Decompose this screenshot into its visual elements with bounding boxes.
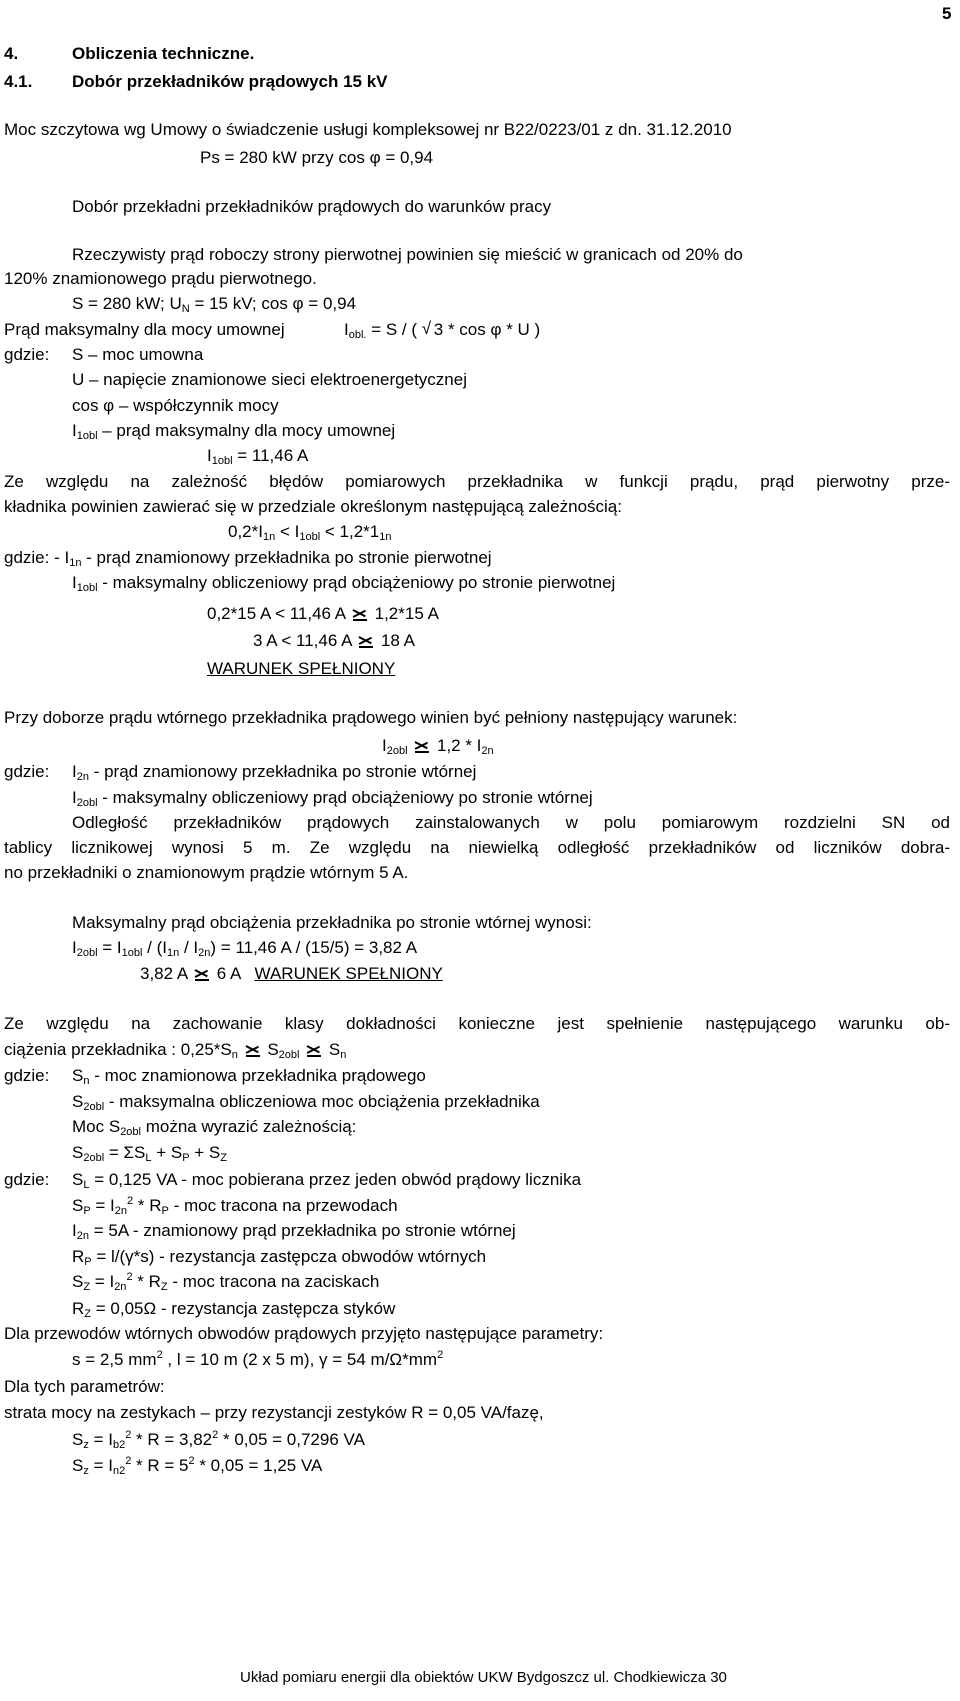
subscript: 1obl [299, 531, 321, 543]
text: Moc S [72, 1117, 121, 1136]
text: = I [88, 1456, 113, 1475]
superscript: 2 [188, 1455, 195, 1467]
subscript: 1n [379, 531, 392, 543]
text: I [72, 573, 77, 592]
subscript: obl. [348, 329, 367, 341]
condition-formula [382, 736, 494, 756]
subscript: 2obl [83, 1101, 105, 1113]
text: s = 2,5 mm [72, 1350, 157, 1369]
check-line [207, 604, 439, 624]
subscript: Z [220, 1152, 228, 1164]
text: S [72, 1272, 84, 1291]
text: = I [90, 1272, 115, 1291]
subscript: 2n [114, 1205, 128, 1217]
sqrt-symbol [422, 320, 540, 340]
page-footer: Układ pomiaru energii dla obiektów UKW Bydgoszcz ul. Chodkiewicza 30 [240, 1669, 727, 1686]
text: I [382, 736, 387, 755]
max-current-label: Prąd maksymalny dla mocy umownej [4, 320, 285, 339]
text: 3 * cos φ * U ) [433, 320, 541, 339]
subscript: Z [83, 1281, 91, 1293]
condition-met-label: WARUNEK SPEŁNIONY [207, 659, 396, 678]
text: = 5A - znamionowy prąd przekładnika po stronie wtórnej [88, 1221, 516, 1240]
check-line [140, 964, 443, 984]
text: S [72, 1456, 84, 1475]
condition-met-label: WARUNEK SPEŁNIONY [254, 964, 443, 983]
result [207, 446, 308, 466]
text: 0,2*I [228, 522, 263, 541]
subscript: 2n [481, 745, 494, 757]
text: = 0,05Ω - rezystancja zastępcza styków [91, 1299, 396, 1318]
paragraph-line: Odległość przekładników prądowych zainstalowanych w polu pomiarowym rozdzielni SN od [72, 813, 950, 832]
condition-formula [228, 522, 391, 542]
definition [72, 1117, 356, 1137]
subscript: 1n [262, 531, 276, 543]
subscript: 2obl [76, 797, 98, 809]
subscript: 2n [76, 1230, 89, 1242]
subscript: 1n [69, 557, 82, 569]
text: = l/(γ*s) - rezystancja zastępcza obwodów wtórnych [91, 1247, 487, 1266]
text: * R = 5 [131, 1456, 189, 1475]
definition [72, 1221, 516, 1241]
text: 3,82 A [140, 964, 192, 983]
text: S = 280 kW; U [72, 294, 182, 313]
where-label: gdzie: [4, 345, 50, 364]
paragraph-line: Dla przewodów wtórnych obwodów prądowych przyjęto następujące parametry: [4, 1324, 604, 1343]
text: - moc tracona na zaciskach [167, 1272, 380, 1291]
text: 0,2*15 A < 11,46 A [207, 604, 350, 623]
text: < 1,2*1 [320, 522, 380, 541]
subscript: 1obl [211, 455, 233, 467]
text: S [72, 1196, 84, 1215]
where-label: gdzie: [4, 1170, 50, 1189]
text: = S / ( [366, 320, 422, 339]
text: 6 A [212, 964, 241, 983]
paragraph-line: tablicy licznikowej wynosi 5 m. Ze względu na niewielką odległość przekładników od liczników dobra- [4, 838, 950, 857]
text: / (I [142, 938, 167, 957]
intro-selection: Dobór przekładni przekładników prądowych do warunków pracy [72, 197, 552, 216]
definition [72, 1092, 540, 1112]
subscript: z [83, 1439, 89, 1451]
where-label: gdzie: [4, 1066, 50, 1085]
definition: cos φ – współczynnik mocy [72, 396, 279, 415]
subscript: 1obl [121, 947, 143, 959]
paragraph-line: Ze względu na zależność błędów pomiarowych przekładnika w funkcji prądu, prąd pierwotny prze- [4, 472, 950, 491]
subscript: 2n [114, 1281, 127, 1293]
subscript: n [83, 1075, 90, 1087]
subscript: Z [160, 1281, 168, 1293]
text: ) = 11,46 A / (15/5) = 3,82 A [210, 938, 418, 957]
text: - maksymalny obliczeniowy prąd obciążeniowy po stronie pierwotnej [97, 573, 616, 592]
text: * 0,05 = 1,25 VA [194, 1456, 323, 1475]
definition [72, 1247, 486, 1267]
intro-paragraph-line: 120% znamionowego prądu pierwotnego. [4, 269, 317, 288]
text: S [72, 1092, 84, 1111]
definition [72, 762, 476, 782]
text: I [72, 788, 77, 807]
paragraph-line: no przekładniki o znamionowym prądzie wtórnym 5 A. [4, 863, 409, 882]
paragraph-line: kładnika powinien zawierać się w przedziale określonym następującą zależnością: [4, 497, 622, 516]
subscript: P [182, 1152, 190, 1164]
text: = ΣS [104, 1143, 146, 1162]
parameters [72, 1350, 443, 1370]
definition: U – napięcie znamionowe sieci elektroenergetycznej [72, 370, 467, 389]
primary-params [72, 294, 356, 314]
text: * 0,05 = 0,7296 VA [218, 1430, 365, 1449]
definition [72, 573, 615, 593]
intro-line: Moc szczytowa wg Umowy o świadczenie usługi kompleksowej nr B22/0223/01 z dn. 31.12.2010 [4, 120, 732, 139]
max-current-formula [344, 320, 540, 340]
definition [4, 548, 492, 568]
text: - prąd znamionowy przekładnika po stronie wtórnej [88, 762, 477, 781]
text: = 0,125 VA - moc pobierana przez jeden obwód prądowy licznika [89, 1170, 582, 1189]
subsection-title: Dobór przekładników prądowych 15 kV [72, 72, 388, 91]
text: - prąd znamionowy przekładnika po stronie pierwotnej [81, 548, 492, 567]
formula [72, 1430, 365, 1450]
text: = 15 kV; cos φ = 0,94 [189, 294, 357, 313]
text: + S [189, 1143, 221, 1162]
text: ciążenia przekładnika : 0,25*S [4, 1040, 232, 1059]
text: S [72, 1170, 84, 1189]
paragraph-line: Przy doborze prądu wtórnego przekładnika prądowego winien być pełniony następujący warunek: [4, 708, 738, 727]
subscript: L [145, 1152, 152, 1164]
text: S [72, 1143, 84, 1162]
text: S [324, 1040, 341, 1059]
subscript: 2obl [120, 1126, 141, 1138]
formula [72, 938, 417, 958]
intro-paragraph-line: Rzeczywisty prąd roboczy strony pierwotnej powinien się mieścić w granicach od 20% do [72, 245, 743, 264]
subscript: 2obl [83, 1152, 105, 1164]
subscript: P [84, 1256, 92, 1268]
text: = I [90, 1196, 115, 1215]
subscript: P [161, 1205, 169, 1217]
formula [72, 1143, 227, 1163]
text: I [72, 762, 77, 781]
superscript: 2 [127, 1195, 134, 1207]
text: I [207, 446, 212, 465]
subscript: P [83, 1205, 91, 1217]
subscript: L [83, 1179, 90, 1191]
text: S [72, 1066, 84, 1085]
subscript: n2 [112, 1465, 126, 1477]
subscript: n [231, 1049, 238, 1061]
text: 18 A [376, 631, 415, 650]
subscript: 1obl [76, 430, 98, 442]
definition [72, 1196, 398, 1216]
text: 1,2 * I [432, 736, 482, 755]
text: - moc tracona na przewodach [168, 1196, 398, 1215]
text: - moc znamionowa przekładnika prądowego [89, 1066, 426, 1085]
less-equal-icon [414, 738, 430, 753]
text: 1,2*15 A [369, 604, 439, 623]
superscript: 2 [437, 1349, 444, 1361]
text: = I [88, 1430, 113, 1449]
text: S [72, 1430, 84, 1449]
superscript: 2 [156, 1349, 163, 1361]
paragraph-line: Ze względu na zachowanie klasy dokładności konieczne jest spełnienie następującego warunku ob- [4, 1014, 950, 1033]
subscript: 2obl [278, 1049, 300, 1061]
definition [72, 421, 395, 441]
subscript: z [83, 1465, 89, 1477]
formula [72, 1456, 322, 1476]
text: R [72, 1247, 85, 1266]
text: – prąd maksymalny dla mocy umownej [97, 421, 396, 440]
paragraph-line: Maksymalny prąd obciążenia przekładnika po stronie wtórnej wynosi: [72, 913, 592, 932]
where-label: gdzie: [4, 762, 50, 781]
section-number: 4. [4, 44, 19, 63]
less-equal-icon [245, 1042, 261, 1057]
text: * R = 3,82 [131, 1430, 213, 1449]
subscript: 2n [76, 771, 89, 783]
text: 3 A < 11,46 A [253, 631, 357, 650]
condition-formula [4, 1040, 346, 1060]
text: I [72, 938, 77, 957]
text: , l = 10 m (2 x 5 m), γ = 54 m/Ω*mm [162, 1350, 438, 1369]
paragraph-line: Dla tych parametrów: [4, 1377, 165, 1396]
less-equal-icon [352, 606, 368, 621]
check-line [253, 631, 415, 651]
text: można wyrazić zależnością: [140, 1117, 357, 1136]
subscript: 2n [198, 947, 211, 959]
intro-power: Ps = 280 kW przy cos φ = 0,94 [200, 148, 434, 167]
less-equal-icon [358, 633, 374, 648]
page-number: 5 [942, 4, 952, 23]
definition [72, 1066, 426, 1086]
paragraph-line: strata mocy na zestykach – przy rezystancji zestyków R = 0,05 VA/fazę, [4, 1403, 544, 1422]
text: I [344, 320, 349, 339]
definition [72, 1170, 581, 1190]
text: = 11,46 A [232, 446, 309, 465]
subscript: n [340, 1049, 347, 1061]
text: R [72, 1299, 85, 1318]
text: = I [97, 938, 122, 957]
text: S [262, 1040, 279, 1059]
definition [72, 1272, 379, 1292]
definition [72, 788, 593, 808]
text: I [72, 421, 77, 440]
less-equal-icon [194, 966, 210, 981]
subscript: 1n [167, 947, 180, 959]
section-title: Obliczenia techniczne. [72, 44, 255, 63]
definition: S – moc umowna [72, 345, 204, 364]
subscript: Z [84, 1308, 92, 1320]
text: * R [133, 1196, 162, 1215]
text: - maksymalny obliczeniowy prąd obciążeniowy po stronie wtórnej [97, 788, 593, 807]
subscript: 2obl [76, 947, 98, 959]
superscript: 2 [125, 1455, 132, 1467]
superscript: 2 [125, 1429, 132, 1441]
text: + S [151, 1143, 183, 1162]
text: I [72, 1221, 77, 1240]
text: < I [275, 522, 300, 541]
subscript: N [181, 303, 190, 315]
subsection-number: 4.1. [4, 72, 33, 91]
superscript: 2 [212, 1429, 219, 1441]
text: / I [179, 938, 199, 957]
subscript: 2obl [386, 745, 408, 757]
superscript: 2 [126, 1271, 133, 1283]
text: - maksymalna obliczeniowa moc obciążenia przekładnika [104, 1092, 540, 1111]
subscript: 1obl [76, 582, 98, 594]
definition [72, 1299, 395, 1319]
text: gdzie: - I [4, 548, 70, 567]
text: * R [132, 1272, 161, 1291]
less-equal-icon [306, 1042, 322, 1057]
subscript: b2 [112, 1439, 126, 1451]
